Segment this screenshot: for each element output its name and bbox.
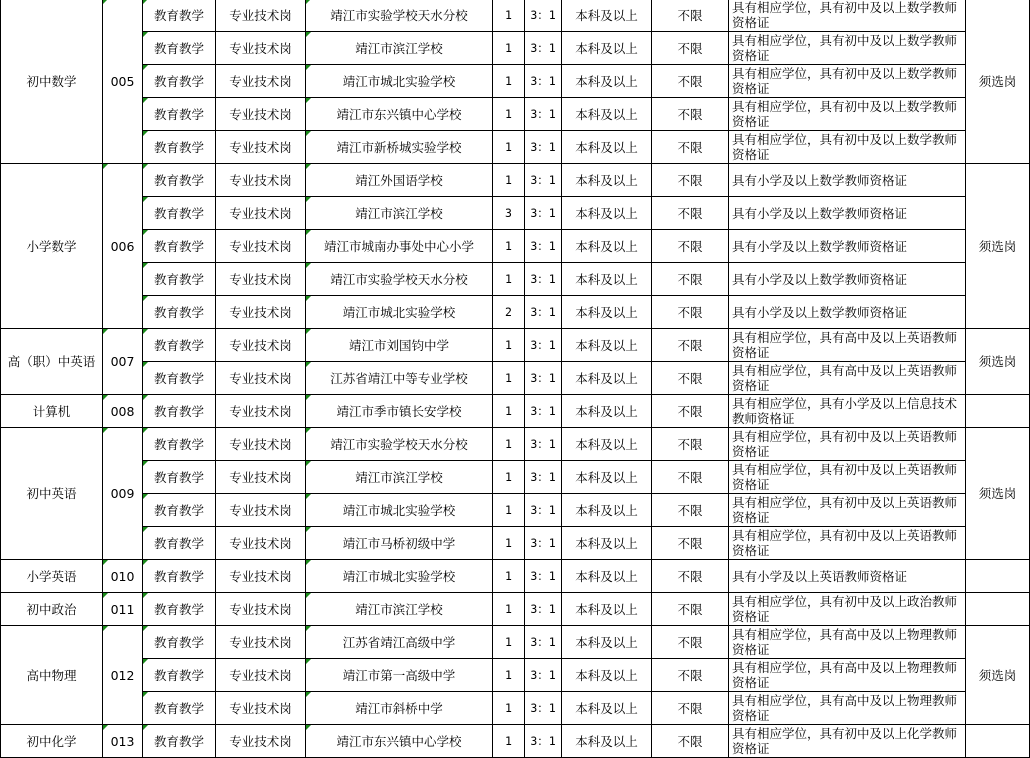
table-row bbox=[1, 296, 1030, 329]
requirement-cell: 具有小学及以上数学教师资格证 bbox=[729, 296, 966, 329]
table-row bbox=[1, 692, 1030, 725]
school-cell: 靖江市滨江学校 bbox=[306, 32, 493, 65]
ratio-cell: 3：1 bbox=[525, 725, 562, 758]
requirement-cell: 具有相应学位，具有初中及以上数学教师资格证 bbox=[729, 98, 966, 131]
post-type-cell: 专业技术岗 bbox=[216, 725, 306, 758]
subject-cell: 初中数学 bbox=[1, 0, 103, 164]
note-cell bbox=[966, 725, 1030, 758]
table-row bbox=[1, 329, 1030, 362]
school-cell: 靖江外国语学校 bbox=[306, 164, 493, 197]
category-cell: 教育教学 bbox=[143, 131, 216, 164]
category-cell: 教育教学 bbox=[143, 560, 216, 593]
ratio-cell: 3：1 bbox=[525, 626, 562, 659]
education-cell: 本科及以上 bbox=[562, 659, 652, 692]
count-cell: 1 bbox=[493, 98, 525, 131]
category-cell: 教育教学 bbox=[143, 164, 216, 197]
education-cell: 本科及以上 bbox=[562, 65, 652, 98]
code-cell: 009 bbox=[103, 428, 143, 560]
table-row bbox=[1, 0, 1030, 32]
category-cell: 教育教学 bbox=[143, 659, 216, 692]
category-cell: 教育教学 bbox=[143, 0, 216, 32]
category-cell: 教育教学 bbox=[143, 230, 216, 263]
count-cell: 1 bbox=[493, 626, 525, 659]
note-cell: 须选岗 bbox=[966, 428, 1030, 560]
post-type-cell: 专业技术岗 bbox=[216, 0, 306, 32]
post-type-cell: 专业技术岗 bbox=[216, 527, 306, 560]
note-cell bbox=[966, 593, 1030, 626]
requirement-cell: 具有相应学位，具有初中及以上英语教师资格证 bbox=[729, 461, 966, 494]
code-cell: 007 bbox=[103, 329, 143, 395]
subject-cell: 小学数学 bbox=[1, 164, 103, 329]
school-cell: 靖江市季市镇长安学校 bbox=[306, 395, 493, 428]
post-type-cell: 专业技术岗 bbox=[216, 395, 306, 428]
ratio-cell: 3：1 bbox=[525, 164, 562, 197]
age-cell: 不限 bbox=[652, 659, 729, 692]
school-cell: 靖江市城北实验学校 bbox=[306, 560, 493, 593]
age-cell: 不限 bbox=[652, 32, 729, 65]
education-cell: 本科及以上 bbox=[562, 725, 652, 758]
ratio-cell: 3：1 bbox=[525, 197, 562, 230]
count-cell: 1 bbox=[493, 494, 525, 527]
requirement-cell: 具有相应学位，具有初中及以上数学教师资格证 bbox=[729, 131, 966, 164]
table-row bbox=[1, 659, 1030, 692]
category-cell: 教育教学 bbox=[143, 98, 216, 131]
count-cell: 1 bbox=[493, 0, 525, 32]
count-cell: 1 bbox=[493, 263, 525, 296]
education-cell: 本科及以上 bbox=[562, 626, 652, 659]
age-cell: 不限 bbox=[652, 131, 729, 164]
requirement-cell: 具有小学及以上数学教师资格证 bbox=[729, 164, 966, 197]
code-cell: 006 bbox=[103, 164, 143, 329]
education-cell: 本科及以上 bbox=[562, 263, 652, 296]
ratio-cell: 3：1 bbox=[525, 296, 562, 329]
requirement-cell: 具有相应学位，具有初中及以上化学教师资格证 bbox=[729, 725, 966, 758]
age-cell: 不限 bbox=[652, 395, 729, 428]
category-cell: 教育教学 bbox=[143, 626, 216, 659]
ratio-cell: 3：1 bbox=[525, 494, 562, 527]
age-cell: 不限 bbox=[652, 560, 729, 593]
requirement-cell: 具有相应学位，具有初中及以上英语教师资格证 bbox=[729, 527, 966, 560]
category-cell: 教育教学 bbox=[143, 65, 216, 98]
school-cell: 靖江市城北实验学校 bbox=[306, 296, 493, 329]
school-cell: 江苏省靖江中等专业学校 bbox=[306, 362, 493, 395]
age-cell: 不限 bbox=[652, 626, 729, 659]
ratio-cell: 3：1 bbox=[525, 428, 562, 461]
table-row bbox=[1, 593, 1030, 626]
category-cell: 教育教学 bbox=[143, 527, 216, 560]
requirement-cell: 具有相应学位，具有高中及以上物理教师资格证 bbox=[729, 659, 966, 692]
table-row bbox=[1, 527, 1030, 560]
ratio-cell: 3：1 bbox=[525, 395, 562, 428]
age-cell: 不限 bbox=[652, 98, 729, 131]
age-cell: 不限 bbox=[652, 197, 729, 230]
school-cell: 靖江市第一高级中学 bbox=[306, 659, 493, 692]
requirement-cell: 具有相应学位，具有高中及以上英语教师资格证 bbox=[729, 362, 966, 395]
education-cell: 本科及以上 bbox=[562, 98, 652, 131]
table-row bbox=[1, 395, 1030, 428]
note-cell: 须选岗 bbox=[966, 164, 1030, 329]
table-row bbox=[1, 560, 1030, 593]
ratio-cell: 3：1 bbox=[525, 263, 562, 296]
post-type-cell: 专业技术岗 bbox=[216, 329, 306, 362]
education-cell: 本科及以上 bbox=[562, 692, 652, 725]
note-cell: 须选岗 bbox=[966, 329, 1030, 395]
requirement-cell: 具有小学及以上数学教师资格证 bbox=[729, 263, 966, 296]
education-cell: 本科及以上 bbox=[562, 593, 652, 626]
post-type-cell: 专业技术岗 bbox=[216, 560, 306, 593]
school-cell: 靖江市滨江学校 bbox=[306, 461, 493, 494]
subject-cell: 初中政治 bbox=[1, 593, 103, 626]
count-cell: 2 bbox=[493, 296, 525, 329]
school-cell: 靖江市城北实验学校 bbox=[306, 65, 493, 98]
education-cell: 本科及以上 bbox=[562, 296, 652, 329]
school-cell: 靖江市马桥初级中学 bbox=[306, 527, 493, 560]
school-cell: 靖江市滨江学校 bbox=[306, 197, 493, 230]
category-cell: 教育教学 bbox=[143, 296, 216, 329]
category-cell: 教育教学 bbox=[143, 494, 216, 527]
code-cell: 010 bbox=[103, 560, 143, 593]
ratio-cell: 3：1 bbox=[525, 461, 562, 494]
ratio-cell: 3：1 bbox=[525, 98, 562, 131]
code-cell: 005 bbox=[103, 0, 143, 164]
category-cell: 教育教学 bbox=[143, 692, 216, 725]
education-cell: 本科及以上 bbox=[562, 329, 652, 362]
subject-cell: 高中物理 bbox=[1, 626, 103, 725]
requirement-cell: 具有相应学位，具有初中及以上数学教师资格证 bbox=[729, 0, 966, 32]
education-cell: 本科及以上 bbox=[562, 230, 652, 263]
ratio-cell: 3：1 bbox=[525, 32, 562, 65]
count-cell: 3 bbox=[493, 197, 525, 230]
post-type-cell: 专业技术岗 bbox=[216, 131, 306, 164]
count-cell: 1 bbox=[493, 659, 525, 692]
requirement-cell: 具有相应学位，具有初中及以上数学教师资格证 bbox=[729, 32, 966, 65]
school-cell: 靖江市实验学校天水分校 bbox=[306, 0, 493, 32]
category-cell: 教育教学 bbox=[143, 329, 216, 362]
education-cell: 本科及以上 bbox=[562, 362, 652, 395]
post-type-cell: 专业技术岗 bbox=[216, 263, 306, 296]
ratio-cell: 3：1 bbox=[525, 593, 562, 626]
education-cell: 本科及以上 bbox=[562, 32, 652, 65]
school-cell: 靖江市滨江学校 bbox=[306, 593, 493, 626]
requirement-cell: 具有相应学位，具有高中及以上物理教师资格证 bbox=[729, 692, 966, 725]
table-row bbox=[1, 263, 1030, 296]
post-type-cell: 专业技术岗 bbox=[216, 362, 306, 395]
category-cell: 教育教学 bbox=[143, 593, 216, 626]
table-row bbox=[1, 626, 1030, 659]
note-cell bbox=[966, 395, 1030, 428]
table-row bbox=[1, 164, 1030, 197]
requirement-cell: 具有相应学位，具有高中及以上物理教师资格证 bbox=[729, 626, 966, 659]
subject-cell: 高（职）中英语 bbox=[1, 329, 103, 395]
age-cell: 不限 bbox=[652, 230, 729, 263]
school-cell: 靖江市实验学校天水分校 bbox=[306, 428, 493, 461]
school-cell: 靖江市城南办事处中心小学 bbox=[306, 230, 493, 263]
school-cell: 靖江市东兴镇中心学校 bbox=[306, 725, 493, 758]
count-cell: 1 bbox=[493, 428, 525, 461]
age-cell: 不限 bbox=[652, 164, 729, 197]
count-cell: 1 bbox=[493, 32, 525, 65]
school-cell: 靖江市城北实验学校 bbox=[306, 494, 493, 527]
requirement-cell: 具有相应学位，具有初中及以上数学教师资格证 bbox=[729, 65, 966, 98]
ratio-cell: 3：1 bbox=[525, 692, 562, 725]
post-type-cell: 专业技术岗 bbox=[216, 461, 306, 494]
post-type-cell: 专业技术岗 bbox=[216, 428, 306, 461]
requirement-cell: 具有相应学位，具有初中及以上英语教师资格证 bbox=[729, 494, 966, 527]
school-cell: 江苏省靖江高级中学 bbox=[306, 626, 493, 659]
education-cell: 本科及以上 bbox=[562, 527, 652, 560]
code-cell: 013 bbox=[103, 725, 143, 758]
subject-cell: 小学英语 bbox=[1, 560, 103, 593]
age-cell: 不限 bbox=[652, 296, 729, 329]
subject-cell: 初中英语 bbox=[1, 428, 103, 560]
table-body bbox=[1, 0, 1030, 758]
age-cell: 不限 bbox=[652, 263, 729, 296]
education-cell: 本科及以上 bbox=[562, 131, 652, 164]
count-cell: 1 bbox=[493, 65, 525, 98]
requirement-cell: 具有相应学位，具有初中及以上英语教师资格证 bbox=[729, 428, 966, 461]
age-cell: 不限 bbox=[652, 461, 729, 494]
post-type-cell: 专业技术岗 bbox=[216, 65, 306, 98]
ratio-cell: 3：1 bbox=[525, 560, 562, 593]
requirement-cell: 具有相应学位，具有初中及以上政治教师资格证 bbox=[729, 593, 966, 626]
education-cell: 本科及以上 bbox=[562, 395, 652, 428]
category-cell: 教育教学 bbox=[143, 362, 216, 395]
code-cell: 011 bbox=[103, 593, 143, 626]
category-cell: 教育教学 bbox=[143, 428, 216, 461]
count-cell: 1 bbox=[493, 692, 525, 725]
count-cell: 1 bbox=[493, 131, 525, 164]
post-type-cell: 专业技术岗 bbox=[216, 197, 306, 230]
category-cell: 教育教学 bbox=[143, 725, 216, 758]
note-cell bbox=[966, 560, 1030, 593]
subject-cell: 初中化学 bbox=[1, 725, 103, 758]
table-row bbox=[1, 230, 1030, 263]
age-cell: 不限 bbox=[652, 0, 729, 32]
count-cell: 1 bbox=[493, 527, 525, 560]
count-cell: 1 bbox=[493, 230, 525, 263]
post-type-cell: 专业技术岗 bbox=[216, 593, 306, 626]
ratio-cell: 3：1 bbox=[525, 65, 562, 98]
ratio-cell: 3：1 bbox=[525, 362, 562, 395]
category-cell: 教育教学 bbox=[143, 32, 216, 65]
post-type-cell: 专业技术岗 bbox=[216, 98, 306, 131]
post-type-cell: 专业技术岗 bbox=[216, 296, 306, 329]
count-cell: 1 bbox=[493, 725, 525, 758]
requirement-cell: 具有小学及以上数学教师资格证 bbox=[729, 230, 966, 263]
post-type-cell: 专业技术岗 bbox=[216, 164, 306, 197]
ratio-cell: 3：1 bbox=[525, 329, 562, 362]
table-row bbox=[1, 98, 1030, 131]
category-cell: 教育教学 bbox=[143, 461, 216, 494]
table-row bbox=[1, 362, 1030, 395]
school-cell: 靖江市斜桥中学 bbox=[306, 692, 493, 725]
table-row bbox=[1, 65, 1030, 98]
requirement-cell: 具有相应学位，具有小学及以上信息技术教师资格证 bbox=[729, 395, 966, 428]
note-cell: 须选岗 bbox=[966, 626, 1030, 725]
education-cell: 本科及以上 bbox=[562, 560, 652, 593]
age-cell: 不限 bbox=[652, 725, 729, 758]
category-cell: 教育教学 bbox=[143, 263, 216, 296]
education-cell: 本科及以上 bbox=[562, 197, 652, 230]
table-row bbox=[1, 197, 1030, 230]
category-cell: 教育教学 bbox=[143, 395, 216, 428]
subject-cell: 计算机 bbox=[1, 395, 103, 428]
count-cell: 1 bbox=[493, 362, 525, 395]
post-type-cell: 专业技术岗 bbox=[216, 659, 306, 692]
code-cell: 008 bbox=[103, 395, 143, 428]
school-cell: 靖江市实验学校天水分校 bbox=[306, 263, 493, 296]
education-cell: 本科及以上 bbox=[562, 164, 652, 197]
table-row bbox=[1, 494, 1030, 527]
count-cell: 1 bbox=[493, 461, 525, 494]
age-cell: 不限 bbox=[652, 692, 729, 725]
education-cell: 本科及以上 bbox=[562, 461, 652, 494]
ratio-cell: 3：1 bbox=[525, 659, 562, 692]
requirement-cell: 具有相应学位，具有高中及以上英语教师资格证 bbox=[729, 329, 966, 362]
age-cell: 不限 bbox=[652, 527, 729, 560]
count-cell: 1 bbox=[493, 395, 525, 428]
table-row bbox=[1, 131, 1030, 164]
ratio-cell: 3：1 bbox=[525, 527, 562, 560]
ratio-cell: 3：1 bbox=[525, 0, 562, 32]
requirement-cell: 具有小学及以上英语教师资格证 bbox=[729, 560, 966, 593]
post-type-cell: 专业技术岗 bbox=[216, 32, 306, 65]
education-cell: 本科及以上 bbox=[562, 428, 652, 461]
ratio-cell: 3：1 bbox=[525, 131, 562, 164]
school-cell: 靖江市刘国钧中学 bbox=[306, 329, 493, 362]
count-cell: 1 bbox=[493, 164, 525, 197]
education-cell: 本科及以上 bbox=[562, 0, 652, 32]
post-type-cell: 专业技术岗 bbox=[216, 626, 306, 659]
count-cell: 1 bbox=[493, 593, 525, 626]
post-type-cell: 专业技术岗 bbox=[216, 230, 306, 263]
age-cell: 不限 bbox=[652, 329, 729, 362]
count-cell: 1 bbox=[493, 560, 525, 593]
ratio-cell: 3：1 bbox=[525, 230, 562, 263]
age-cell: 不限 bbox=[652, 65, 729, 98]
table-row bbox=[1, 461, 1030, 494]
count-cell: 1 bbox=[493, 329, 525, 362]
age-cell: 不限 bbox=[652, 593, 729, 626]
code-cell: 012 bbox=[103, 626, 143, 725]
post-type-cell: 专业技术岗 bbox=[216, 494, 306, 527]
post-type-cell: 专业技术岗 bbox=[216, 692, 306, 725]
school-cell: 靖江市新桥城实验学校 bbox=[306, 131, 493, 164]
school-cell: 靖江市东兴镇中心学校 bbox=[306, 98, 493, 131]
table-row bbox=[1, 32, 1030, 65]
category-cell: 教育教学 bbox=[143, 197, 216, 230]
table-row bbox=[1, 428, 1030, 461]
age-cell: 不限 bbox=[652, 494, 729, 527]
education-cell: 本科及以上 bbox=[562, 494, 652, 527]
age-cell: 不限 bbox=[652, 362, 729, 395]
age-cell: 不限 bbox=[652, 428, 729, 461]
requirement-cell: 具有小学及以上数学教师资格证 bbox=[729, 197, 966, 230]
note-cell: 须选岗 bbox=[966, 0, 1030, 164]
table-row bbox=[1, 725, 1030, 758]
